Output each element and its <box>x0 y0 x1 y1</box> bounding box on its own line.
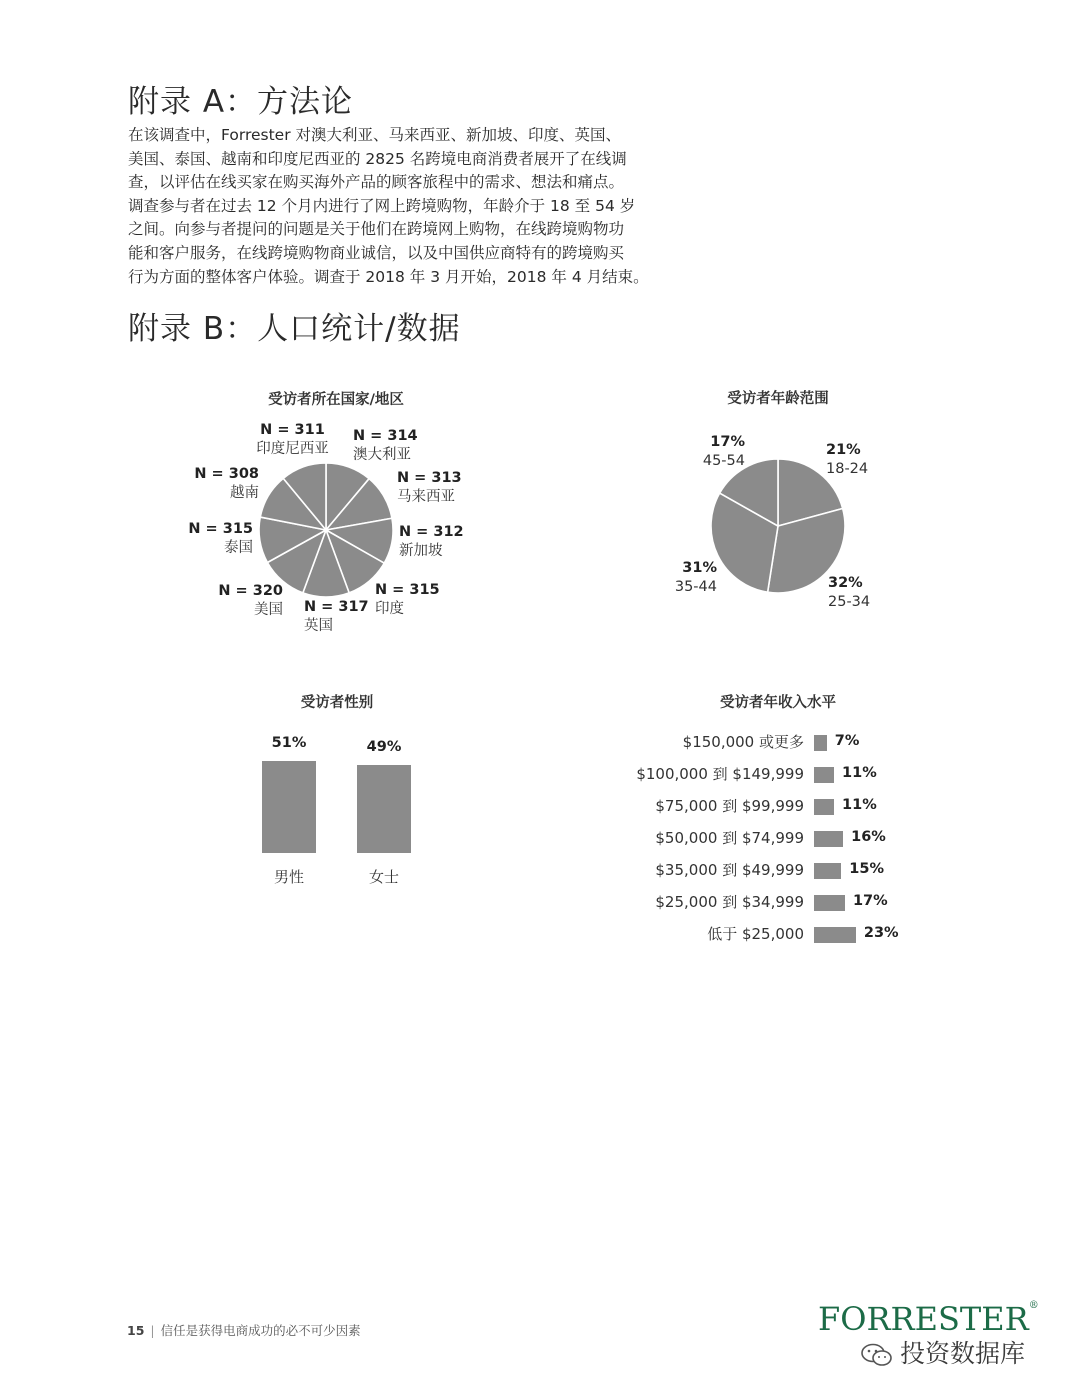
country-label-malaysia: N = 313 马来西亚 <box>397 470 462 505</box>
gender-bar <box>357 765 411 853</box>
country-label-uk: N = 317 英国 <box>304 599 369 634</box>
income-category-label: $35,000 到 $49,999 <box>655 861 804 879</box>
income-row <box>600 827 960 847</box>
footer-separator: | <box>150 1323 155 1338</box>
age-label-45-54: 17% 45-54 <box>702 434 745 469</box>
income-chart-title: 受访者年收入水平 <box>720 695 836 711</box>
methodology-line: 之间。向参与者提问的问题是关于他们在跨境网上购物，在线跨境购物功 <box>128 220 625 239</box>
appendix-b-heading: 附录 B：人口统计/数据 <box>128 311 461 347</box>
income-row <box>600 731 960 751</box>
age-chart-title: 受访者年龄范围 <box>727 391 829 407</box>
appendix-a-heading: 附录 A：方法论 <box>128 84 354 120</box>
income-category-label: $150,000 或更多 <box>682 733 804 751</box>
income-row <box>600 859 960 879</box>
income-row <box>600 763 960 783</box>
methodology-line: 调查参与者在过去 12 个月内进行了网上跨境购物，年龄介于 18 至 54 岁 <box>128 196 636 215</box>
income-bar <box>814 831 843 847</box>
income-value-label: 7% <box>834 733 860 749</box>
watermark-text: 投资数据库 <box>900 1339 1026 1368</box>
country-pie-chart <box>256 460 396 600</box>
income-category-label: 低于 $25,000 <box>707 925 804 943</box>
gender-value-label: 51% <box>271 735 307 751</box>
age-label-25-34: 32% 25-34 <box>828 575 871 610</box>
income-category-label: $75,000 到 $99,999 <box>655 797 804 815</box>
income-value-label: 16% <box>851 829 886 845</box>
income-category-label: $50,000 到 $74,999 <box>655 829 804 847</box>
methodology-line: 行为方面的整体客户体验。调查于 2018 年 3 月开始，2018 年 4 月结束。 <box>128 267 649 286</box>
income-bar <box>814 799 834 815</box>
country-label-india: N = 315 印度 <box>375 582 440 617</box>
income-value-label: 11% <box>842 765 877 781</box>
forrester-logo: FORRESTER® <box>818 1300 1039 1338</box>
methodology-line: 能和客户服务，在线跨境购物商业诚信，以及中国供应商特有的跨境购买 <box>128 243 625 262</box>
country-label-indonesia: N = 311 印度尼西亚 <box>256 422 329 457</box>
gender-category-label: 女士 <box>368 868 399 886</box>
income-value-label: 23% <box>863 925 899 941</box>
age-label-18-24: 21% 18-24 <box>826 442 869 477</box>
country-label-thailand: N = 315 泰国 <box>188 521 253 556</box>
country-label-australia: N = 314 澳大利亚 <box>353 428 418 463</box>
income-row <box>600 891 960 911</box>
wechat-icon <box>860 1343 894 1367</box>
gender-category-label: 男性 <box>273 868 304 886</box>
income-category-label: $100,000 到 $149,999 <box>636 765 804 783</box>
income-row <box>600 795 960 815</box>
income-bar <box>814 863 841 879</box>
income-bar <box>814 895 845 911</box>
page-footer <box>127 1321 361 1339</box>
income-bar <box>814 927 856 943</box>
report-title: 信任是获得电商成功的必不可少因素 <box>160 1323 361 1338</box>
gender-value-label: 49% <box>366 738 402 755</box>
income-bar <box>814 767 834 783</box>
watermark <box>860 1334 1025 1370</box>
country-chart-title: 受访者所在国家/地区 <box>268 392 404 408</box>
country-label-us: N = 320 美国 <box>218 583 283 618</box>
income-row <box>600 923 960 943</box>
methodology-line: 美国、泰国、越南和印度尼西亚的 2825 名跨境电商消费者展开了在线调 <box>128 149 627 168</box>
income-value-label: 15% <box>849 861 885 877</box>
country-label-vietnam: N = 308 越南 <box>194 466 259 501</box>
country-label-singapore: N = 312 新加坡 <box>399 524 464 559</box>
page-number: 15 <box>127 1323 145 1338</box>
income-value-label: 17% <box>852 893 888 909</box>
income-category-label: $25,000 到 $34,999 <box>655 893 804 911</box>
income-value-label: 11% <box>842 797 877 813</box>
gender-bar <box>262 761 316 853</box>
methodology-paragraph <box>128 124 703 289</box>
income-bar <box>814 735 827 751</box>
age-label-35-44: 31% 35-44 <box>674 560 717 595</box>
methodology-line: 查，以评估在线买家在购买海外产品的顾客旅程中的需求、想法和痛点。 <box>128 173 625 192</box>
gender-chart-title: 受访者性别 <box>300 695 374 711</box>
methodology-line: 在该调查中，Forrester 对澳大利亚、马来西亚、新加坡、印度、英国、 <box>128 126 622 144</box>
